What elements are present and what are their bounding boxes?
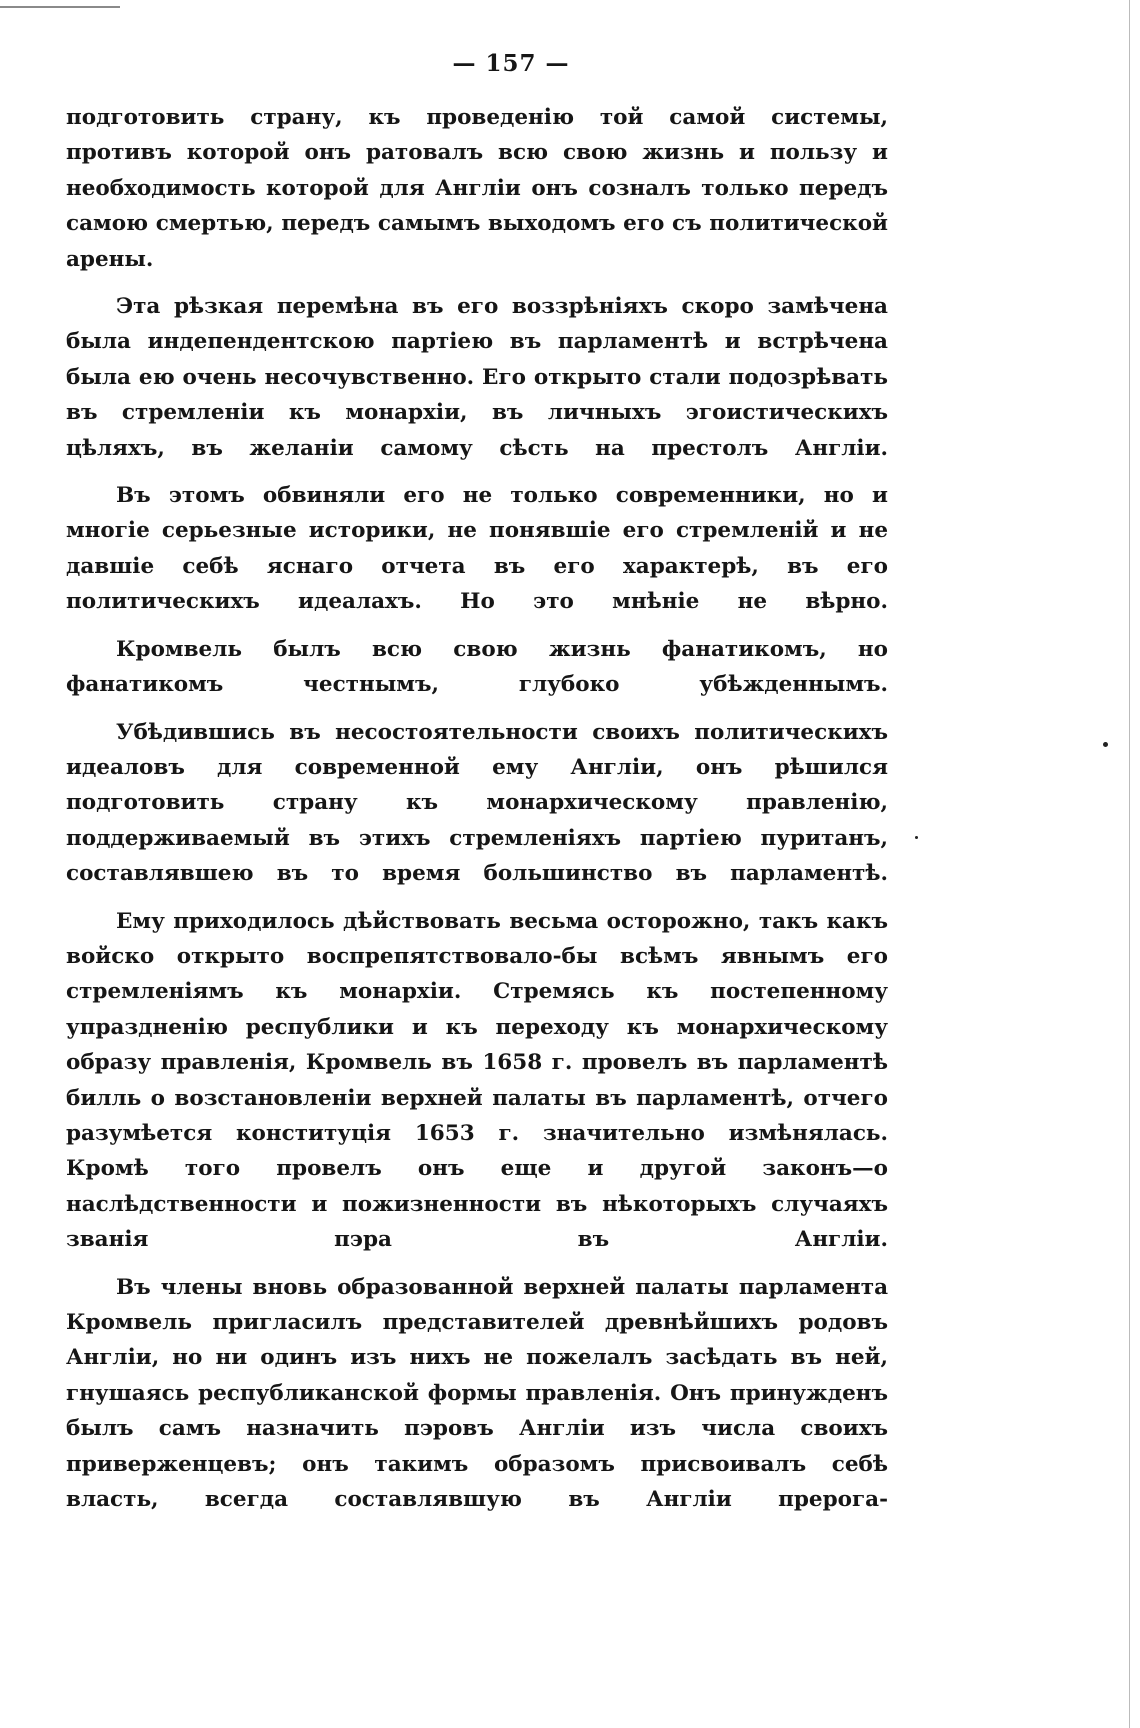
paragraph-peers: Въ члены вновь образованной верхней палаты парламента Кромвель пригласилъ представителей древнѣйшихъ родовъ Англіи, но ни одинъ изъ нихъ не пожелалъ засѣдать въ ней, гнушаясь республиканской формы правленія. Онъ принужденъ былъ самъ назначить пэровъ Англіи изъ числа своихъ приверженцевъ; онъ такимъ образомъ присвоивалъ себѣ власть, всегда составлявшую въ Англіи прерога-: [66, 1274, 888, 1513]
page-number: — 157 —: [452, 50, 570, 77]
paragraph-independents: Эта рѣзкая перемѣна въ его воззрѣніяхъ скоро замѣчена была индепендентскою партіею въ парламентѣ и встрѣчена была ею очень несочувственно. Его открыто стали подозрѣвать въ стремленіи къ монархіи, въ личныхъ эгоистическихъ цѣляхъ, въ желаніи самому сѣсть на престолъ Англіи.: [66, 294, 888, 461]
paragraph-upper-chamber-law: Ему приходилось дѣйствовать весьма осторожно, такъ какъ войско открыто воспрепятствовало-бы всѣмъ явнымъ его стремленіямъ къ монархіи. Стремясь къ постепенному упраздненію республики и къ переходу къ монархическому образу правленія, Кромвель въ 1658 г. провелъ въ парламентѣ билль о возстановленіи верхней палаты въ парламентѣ, отчего разумѣется конституція 1653 г. значительно измѣнялась. Кромѣ того провелъ онъ еще и другой законъ—о наслѣдственности и пожизненности въ нѣкоторыхъ случаяхъ званія пэра въ Англіи.: [66, 908, 888, 1253]
paragraph-monarchy-plan: Убѣдившись въ несостоятельности своихъ политическихъ идеаловъ для современной ему Англіи, онъ рѣшился подготовить страну къ монархическому правленію, поддерживаемый въ этихъ стремленіяхъ партіею пуританъ, составлявшею въ то время большинство въ парламентѣ.: [66, 719, 888, 887]
paragraph-continuation: подготовить страну, къ проведенію той самой системы, противъ которой онъ ратовалъ всю свою жизнь и пользу и необходимость которой для Англіи онъ созналъ только передъ самою смертью, передъ самымъ выходомъ его съ политической арены.: [66, 105, 888, 272]
paragraph-fanatic: Кромвель былъ всю свою жизнь фанатикомъ, но фанатикомъ честнымъ, глубоко убѣжденнымъ.: [66, 636, 888, 698]
text-body: [66, 100, 888, 1529]
scan-corner-rule: [0, 6, 120, 8]
scan-speck: [915, 836, 918, 839]
page-edge-line: [1129, 0, 1130, 1728]
scan-speck: [1103, 742, 1108, 747]
paragraph-accusation: Въ этомъ обвиняли его не только современники, но и многіе серьезные историки, не понявшіе его стремленій и не давшіе себѣ яснаго отчета въ его характерѣ, въ его политическихъ идеалахъ. Но это мнѣніе не вѣрно.: [66, 483, 888, 615]
